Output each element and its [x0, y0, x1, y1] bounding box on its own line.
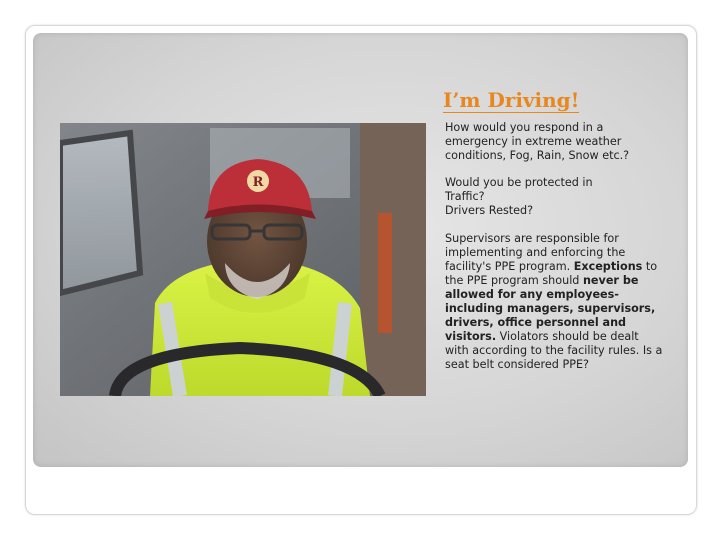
slide-title: I’m Driving!	[443, 88, 580, 112]
paragraph-supervisors-part3: to the PPE program should	[445, 259, 658, 287]
paragraph-protection: Would you be protected in Traffic? Drivers Rested?	[445, 176, 593, 218]
exceptions-bold: Exceptions	[573, 259, 643, 273]
paragraph-supervisors-part1: Supervisors are responsible for implementing and enforcing the facility's PPE program.	[445, 231, 626, 273]
driver-photo-illustration	[60, 123, 426, 396]
svg-text:R: R	[252, 175, 264, 190]
never-allowed-bold: never be allowed for any employees-including managers, supervisors, drivers, office personnel and visitors.	[445, 273, 656, 344]
paragraph-supervisors-part5: Violators should be dealt with according to the facility rules. Is a seat belt considered PPE?	[445, 330, 663, 372]
body-text	[445, 121, 665, 386]
driver-photo	[60, 123, 426, 396]
paragraph-supervisors	[445, 232, 665, 373]
paragraph-emergency: How would you respond in a emergency in extreme weather conditions, Fog, Rain, Snow etc.?	[445, 121, 630, 163]
